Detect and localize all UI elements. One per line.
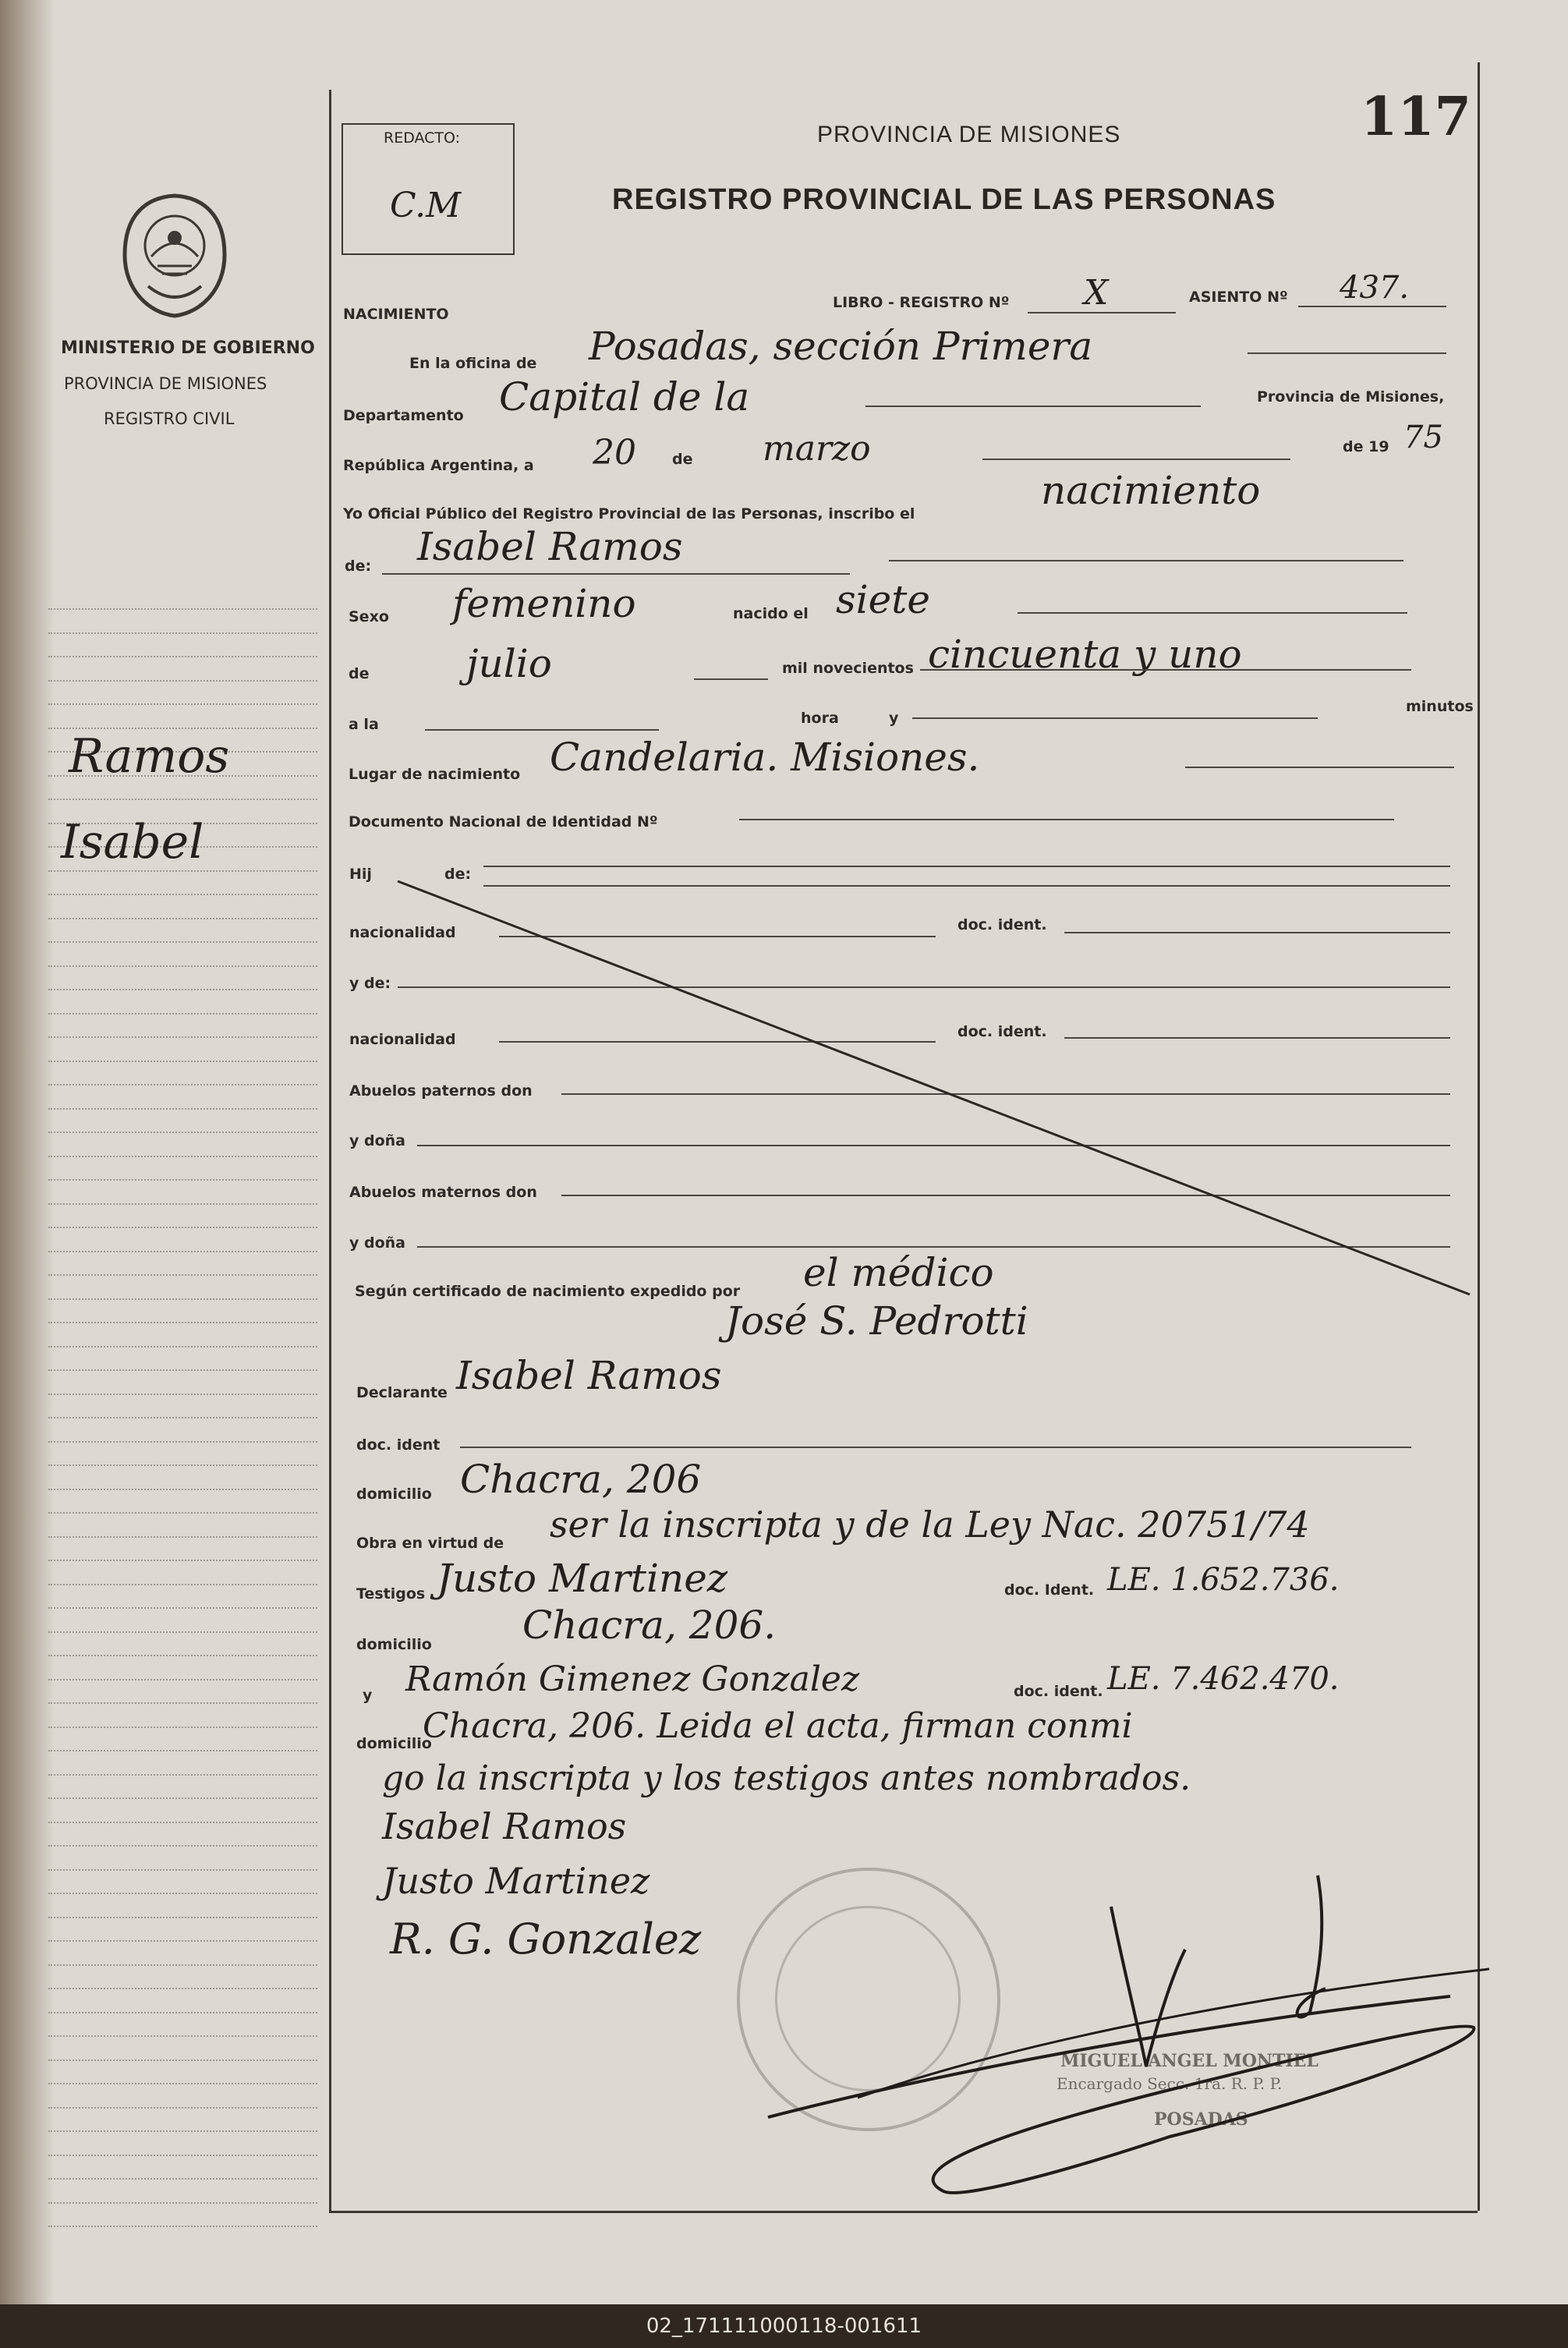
testigo1-value: Justo Martinez	[437, 1556, 728, 1601]
minutos-label: minutos	[1406, 698, 1474, 715]
departamento-value: Capital de la	[499, 374, 750, 420]
de-colon-label: de:	[345, 558, 372, 575]
certificado-label: Según certificado de nacimiento expedido por	[355, 1283, 741, 1300]
y-label: y	[889, 710, 899, 727]
y-dona-label: y doña	[349, 1132, 406, 1149]
oficina-value: Posadas, sección Primera	[589, 324, 1093, 369]
domicilio2-label: domicilio	[356, 1636, 432, 1653]
page-number: 117	[1361, 86, 1471, 148]
y-dona2-label: y doña	[349, 1234, 406, 1252]
libro-value: X	[1084, 273, 1109, 313]
medico-value: José S. Pedrotti	[725, 1298, 1028, 1344]
ministry-name: MINISTERIO DE GOBIERNO	[61, 338, 315, 358]
abuelos-pat-label: Abuelos paternos don	[349, 1082, 533, 1100]
obra-value: ser la inscripta y de la Ley Nac. 20751/74	[550, 1503, 1310, 1546]
a-la-label: a la	[349, 716, 379, 733]
province-heading: PROVINCIA DE MISIONES	[817, 122, 1121, 147]
certificado-value: el médico	[803, 1250, 994, 1295]
anio-nac-value: cincuenta y uno	[928, 632, 1242, 677]
departamento-label: Departamento	[343, 407, 464, 424]
obra-label: Obra en virtud de	[356, 1535, 504, 1552]
footer-bar	[0, 2304, 1568, 2348]
dia-value: 20	[593, 433, 636, 473]
doc-ident-label: doc. ident.	[957, 916, 1047, 933]
registry-title: REGISTRO PROVINCIAL DE LAS PERSONAS	[612, 183, 1276, 216]
margin-surname: Ramos	[69, 729, 230, 784]
signature-isabel-ramos: Isabel Ramos	[382, 1805, 627, 1847]
lugar-value: Candelaria. Misiones.	[550, 735, 980, 780]
de-anio-label: de 19	[1343, 438, 1389, 455]
signature-gonzalez: R. G. Gonzalez	[390, 1914, 702, 1964]
declarante-label: Declarante	[356, 1384, 448, 1401]
de-label: de	[672, 451, 693, 468]
oficina-label: En la oficina de	[409, 355, 537, 372]
signature-justo-martinez: Justo Martinez	[382, 1860, 650, 1902]
mes-value: marzo	[763, 429, 871, 469]
provincia-label: Provincia de Misiones,	[1257, 388, 1445, 405]
domicilio-value: Chacra, 206	[460, 1457, 702, 1502]
hora-label: hora	[801, 710, 839, 727]
hij-label: Hij	[349, 866, 372, 883]
redacto-value: C.M	[390, 186, 462, 225]
redacto-label: REDACTO:	[384, 129, 461, 147]
testigo1-doc-label: doc. Ident.	[1004, 1581, 1095, 1599]
anio-value: 75	[1403, 420, 1443, 455]
mes-nac-value: julio	[466, 641, 552, 686]
nacido-label: nacido el	[733, 605, 809, 622]
abuelos-mat-label: Abuelos maternos don	[349, 1184, 537, 1201]
testigo1-doc-value: LE. 1.652.736.	[1107, 1562, 1340, 1598]
nacionalidad-label: nacionalidad	[349, 924, 456, 941]
official-stamp-line1: MIGUEL ANGEL MONTIEL	[1060, 2051, 1318, 2071]
testigos-label: Testigos	[356, 1585, 426, 1603]
asiento-value: 437.	[1340, 270, 1410, 306]
domicilio2-value: Chacra, 206.	[522, 1603, 777, 1648]
oficial-label: Yo Oficial Público del Registro Provincial de las Personas, inscribo el	[343, 505, 915, 522]
image-id-text: 02_171111000118-001611	[646, 2314, 922, 2338]
de-mes-label: de	[349, 665, 370, 682]
doc-ident-declarante-label: doc. ident	[356, 1436, 441, 1454]
ministry-registry: REGISTRO CIVIL	[104, 409, 235, 428]
domicilio3-label: domicilio	[356, 1735, 432, 1752]
domicilio-label: domicilio	[356, 1486, 432, 1503]
y2-label: y	[363, 1687, 373, 1704]
closing-line-2: go la inscripta y los testigos antes nombrados.	[382, 1758, 1191, 1798]
nacimiento-label: NACIMIENTO	[343, 306, 449, 323]
nacionalidad2-label: nacionalidad	[349, 1031, 456, 1048]
documento-label: Documento Nacional de Identidad Nº	[349, 813, 658, 830]
ministry-province: PROVINCIA DE MISIONES	[64, 374, 267, 393]
de2-label: de:	[444, 866, 472, 883]
lugar-label: Lugar de nacimiento	[349, 766, 521, 783]
declarante-value: Isabel Ramos	[456, 1353, 722, 1398]
margin-given-name: Isabel	[61, 815, 204, 869]
y-de-label: y de:	[349, 975, 391, 992]
nombre-value: Isabel Ramos	[417, 524, 683, 569]
mil-label: mil novecientos	[782, 660, 914, 677]
testigo2-value: Ramón Gimenez Gonzalez	[405, 1659, 860, 1699]
closing-line-1: Chacra, 206. Leida el acta, firman conmi	[423, 1706, 1133, 1746]
acto-value: nacimiento	[1041, 468, 1261, 513]
doc-ident2-label: doc. ident.	[957, 1023, 1047, 1040]
dia-nac-value: siete	[836, 577, 930, 622]
libro-label: LIBRO - REGISTRO Nº	[833, 294, 1010, 311]
official-stamp-line2: Encargado Secc. 1ra. R. P. P.	[1057, 2074, 1283, 2093]
official-stamp-line3: POSADAS	[1154, 2109, 1248, 2130]
sexo-value: femenino	[452, 581, 636, 626]
asiento-label: ASIENTO Nº	[1189, 289, 1288, 306]
testigo2-doc-value: LE. 7.462.470.	[1107, 1661, 1340, 1697]
sexo-label: Sexo	[349, 608, 389, 625]
testigo2-doc-label: doc. ident.	[1014, 1683, 1103, 1700]
republica-label: República Argentina, a	[343, 457, 534, 474]
